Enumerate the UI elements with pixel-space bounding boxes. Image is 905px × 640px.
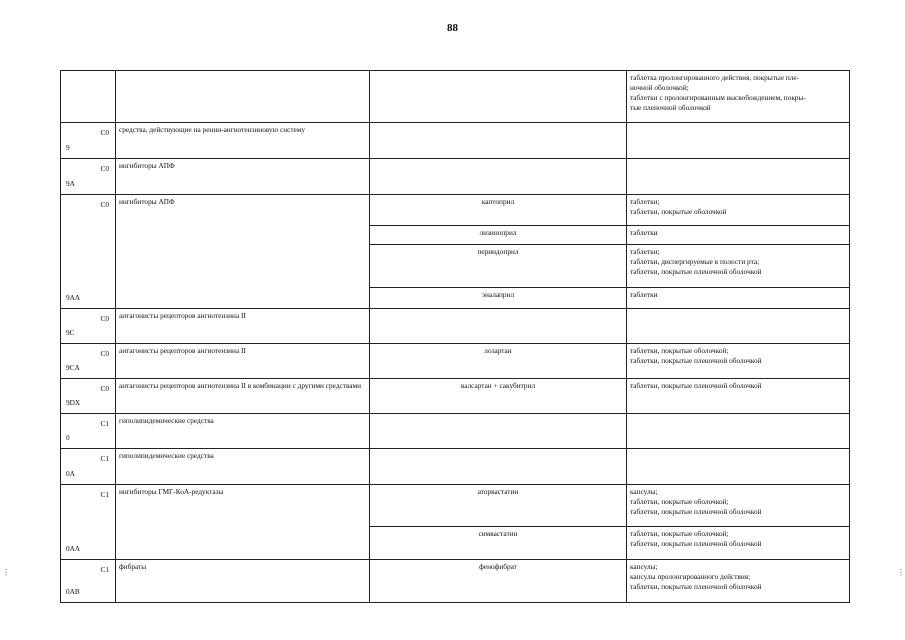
group-name-cell: ингибиторы АПФ bbox=[116, 159, 370, 195]
dosage-form-line: таблетка пролонгированного действия, покрытые пле- bbox=[630, 73, 800, 82]
atc-code-suffix: 0AB bbox=[66, 587, 80, 597]
dosage-form-line: таблетки, покрытые пленочной оболочкой bbox=[630, 506, 762, 516]
atc-code-suffix: 9DX bbox=[66, 398, 81, 408]
dosage-form-cell bbox=[627, 379, 850, 414]
inn-cell: лозартан bbox=[370, 344, 627, 379]
inn-cell bbox=[370, 449, 627, 485]
atc-code-suffix: 9 bbox=[66, 143, 70, 153]
inn-cell: периндоприл bbox=[370, 245, 627, 288]
inn-cell: симвастатин bbox=[370, 526, 627, 559]
dosage-form-line: таблетки, покрытые пленочной оболочкой bbox=[630, 581, 762, 591]
dosage-form-line: капсулы; bbox=[630, 487, 658, 496]
code-cell bbox=[61, 123, 116, 159]
dosage-form-cell bbox=[627, 123, 850, 159]
dosage-form-cell bbox=[627, 449, 850, 485]
dosage-form-cell bbox=[627, 195, 850, 226]
dosage-form-cell bbox=[627, 288, 850, 309]
dosage-form-cell bbox=[627, 414, 850, 449]
dosage-form-cell bbox=[627, 344, 850, 379]
code-cell bbox=[61, 379, 116, 414]
inn-cell: валсартан + сакубитрил bbox=[370, 379, 627, 414]
dosage-form-cell bbox=[627, 245, 850, 288]
atc-code-prefix: C1 bbox=[100, 419, 109, 428]
dosage-form-line: тые пленочной оболочкой bbox=[630, 102, 711, 112]
table-row bbox=[61, 159, 850, 195]
dosage-form-line: таблетки; bbox=[630, 247, 660, 257]
atc-code-prefix: C1 bbox=[100, 490, 109, 499]
group-name-cell: антагонисты рецепторов ангиотензина II bbox=[116, 309, 370, 344]
edge-mark-left: ⋮ bbox=[2, 568, 10, 577]
dosage-form-line: таблетки, покрытые пленочной оболочкой bbox=[630, 538, 762, 548]
dosage-form-cell bbox=[627, 225, 850, 245]
dosage-form-cell bbox=[627, 485, 850, 527]
dosage-form-line: ночной оболочкой; bbox=[630, 82, 689, 92]
table-row bbox=[61, 123, 850, 159]
inn-cell: каптоприл bbox=[370, 195, 627, 226]
code-wrap bbox=[64, 311, 112, 341]
code-wrap bbox=[64, 487, 112, 557]
dosage-form-cell bbox=[627, 526, 850, 559]
edge-mark-right: ⋮ bbox=[897, 568, 905, 577]
dosage-form-line: капсулы; bbox=[630, 562, 658, 571]
atc-code-prefix: C1 bbox=[100, 565, 109, 574]
dosage-form-line: таблетки, покрытые оболочкой bbox=[630, 206, 727, 216]
inn-cell bbox=[370, 123, 627, 159]
group-name-cell: фибраты bbox=[116, 560, 370, 603]
atc-code-suffix: 9AA bbox=[66, 293, 81, 303]
table-row bbox=[61, 344, 850, 379]
inn-cell bbox=[370, 309, 627, 344]
atc-code-suffix: 9A bbox=[66, 179, 75, 189]
drug-table bbox=[60, 70, 850, 603]
code-cell bbox=[61, 449, 116, 485]
group-name-cell: антагонисты рецепторов ангиотензина II в комбинации с другими средствами bbox=[116, 379, 370, 414]
code-cell bbox=[61, 71, 116, 123]
inn-cell bbox=[370, 159, 627, 195]
group-name-cell: ингибиторы АПФ bbox=[116, 195, 370, 309]
atc-code-suffix: 0A bbox=[66, 469, 75, 479]
atc-code-prefix: C0 bbox=[100, 164, 109, 173]
dosage-form-line: таблетки, покрытые оболочкой; bbox=[630, 496, 729, 506]
table-row bbox=[61, 195, 850, 226]
group-name-cell bbox=[116, 71, 370, 123]
inn-cell bbox=[370, 71, 627, 123]
dosage-form-cell bbox=[627, 309, 850, 344]
dosage-form-line: таблетки bbox=[630, 290, 658, 300]
code-wrap bbox=[64, 562, 112, 600]
table-row bbox=[61, 414, 850, 449]
dosage-form-line: таблетки, покрытые пленочной оболочкой bbox=[630, 266, 762, 276]
code-cell bbox=[61, 195, 116, 309]
inn-cell: лизиноприл bbox=[370, 225, 627, 245]
atc-code-suffix: 9CA bbox=[66, 363, 80, 373]
inn-cell bbox=[370, 414, 627, 449]
code-cell bbox=[61, 344, 116, 379]
code-wrap bbox=[64, 346, 112, 376]
page-number: 88 bbox=[447, 22, 458, 34]
code-cell bbox=[61, 309, 116, 344]
inn-cell: эналаприл bbox=[370, 288, 627, 309]
atc-code-suffix: 0 bbox=[66, 433, 70, 443]
atc-code-prefix: C0 bbox=[100, 314, 109, 323]
group-name-cell: антагонисты рецепторов ангиотензина II bbox=[116, 344, 370, 379]
dosage-form-line: таблетки, покрытые пленочной оболочкой bbox=[630, 381, 762, 390]
group-name-cell: средства, действующие на ренин-ангиотензиновую систему bbox=[116, 123, 370, 159]
code-cell bbox=[61, 414, 116, 449]
atc-code-prefix: C1 bbox=[100, 454, 109, 463]
code-wrap bbox=[64, 381, 112, 411]
table-row bbox=[61, 560, 850, 603]
dosage-form-line: таблетки, покрытые оболочкой; bbox=[630, 346, 729, 355]
code-wrap bbox=[64, 451, 112, 482]
inn-cell: аторвастатин bbox=[370, 485, 627, 527]
dosage-form-line: таблетки, покрытые оболочкой; bbox=[630, 528, 729, 538]
code-wrap bbox=[64, 197, 112, 306]
table-row bbox=[61, 379, 850, 414]
code-wrap bbox=[64, 416, 112, 446]
table-row-continuation bbox=[61, 71, 850, 123]
atc-code-prefix: C0 bbox=[100, 349, 109, 358]
code-cell bbox=[61, 159, 116, 195]
group-name-cell: ингибиторы ГМГ-КоА-редуктазы bbox=[116, 485, 370, 560]
code-cell bbox=[61, 485, 116, 560]
dosage-form-line: таблетки с пролонгированным высвобождением, покры- bbox=[630, 92, 806, 102]
code-cell bbox=[61, 560, 116, 603]
atc-code-suffix: 0AA bbox=[66, 544, 81, 554]
code-wrap bbox=[64, 161, 112, 192]
code-wrap bbox=[64, 125, 112, 156]
table-row bbox=[61, 485, 850, 527]
atc-code-prefix: C0 bbox=[100, 128, 109, 137]
dosage-form-cell bbox=[627, 71, 850, 123]
dosage-form-line: таблетки, диспергируемые в полости рта; bbox=[630, 257, 760, 267]
group-name-cell: гиполипидемические средства bbox=[116, 414, 370, 449]
table-row bbox=[61, 309, 850, 344]
dosage-form-line: капсулы пролонгированного действия; bbox=[630, 571, 751, 581]
atc-code-prefix: C0 bbox=[100, 200, 109, 209]
dosage-form-cell bbox=[627, 159, 850, 195]
dosage-form-line: таблетки, покрытые пленочной оболочкой bbox=[630, 355, 762, 365]
atc-code-prefix: C0 bbox=[100, 384, 109, 393]
dosage-form-line: таблетки; bbox=[630, 197, 660, 206]
atc-code-suffix: 9C bbox=[66, 328, 75, 338]
dosage-form-cell bbox=[627, 560, 850, 603]
inn-cell: фенофибрат bbox=[370, 560, 627, 603]
group-name-cell: гиполипидемические средства bbox=[116, 449, 370, 485]
dosage-form-line: таблетки bbox=[630, 227, 658, 237]
table-row bbox=[61, 449, 850, 485]
